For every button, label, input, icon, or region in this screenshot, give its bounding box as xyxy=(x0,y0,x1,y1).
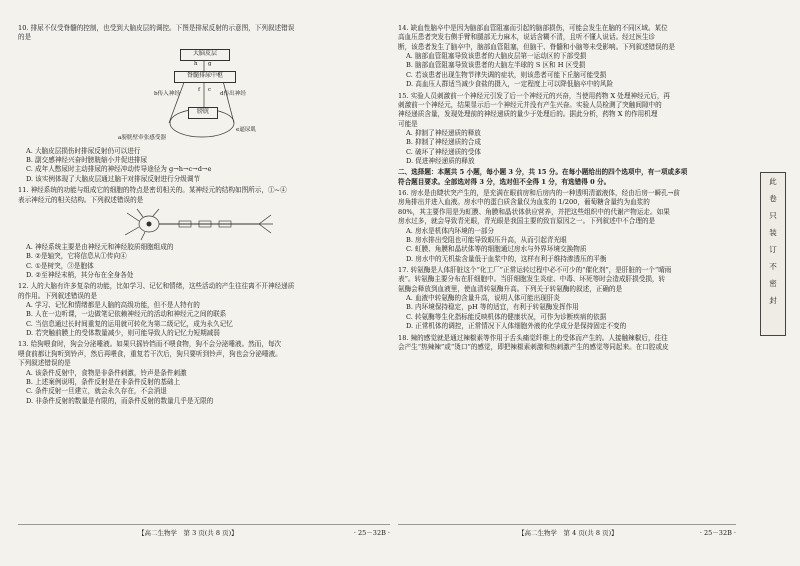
q15-option-d: D. 促进神经递质的释放 xyxy=(406,157,475,166)
q17-stem: 17. 转氨酶是人体肝脏这个“化工厂”正常运转过程中必不可少的“催化剂”，是肝脏的一个“晴雨 xyxy=(398,265,672,274)
section-2-line-1: 二、选择题：本题共 5 小题，每小题 3 分，共 15 分。在每小题给出的四个选项中，有一项或多项 xyxy=(398,168,688,177)
question-13 xyxy=(18,340,390,406)
q18-stem-2: 会产生“热辣辣”或“烫口”的感觉，即把辣椒素刺激和热刺激产生的感觉等同起来。在口腔或皮 xyxy=(398,342,669,351)
q11-option-d: D. ②至神经末梢，其分布在全身各处 xyxy=(26,270,134,279)
q10-option-b: B. 副交感神经兴奋时膀胱缩小并促进排尿 xyxy=(26,156,148,165)
q12-stem-2: 的作用。下列叙述错误的是 xyxy=(18,291,98,300)
q15-option-a: A. 抑制了神经递质的释放 xyxy=(406,128,481,137)
q11-option-c: C. ①是树突，③是胞体 xyxy=(26,261,94,270)
q14-option-b: B. 脑部血管阻塞导致该患者的大脑左半球的 S 区和 H 区受损 xyxy=(406,61,586,70)
q16-stem: 16. 房水是由睫状突产生的，是充满在眼前房和后房内的一种透明清澈液体，经由后房一瞬孔→前 xyxy=(398,189,680,198)
question-18 xyxy=(398,334,736,353)
q16-option-c: C. 虹膜、角膜和晶状体等的细胞通过房水与外界环境交换物质 xyxy=(406,245,587,254)
q13-option-a: A. 该条件反射中，食物是非条件刺激，铃声是条件刺激 xyxy=(26,368,187,377)
q14-option-c: C. 若该患者出现生物节律失调的症状，则该患者可能下丘脑可能受损 xyxy=(406,70,607,79)
q17-stem-3: 氨酶会释放到血液里，使血清转氨酶升高。下列关于转氨酶的叙述，正确的是 xyxy=(398,284,623,293)
question-14 xyxy=(398,24,736,90)
q14-stem: 14. 缺血性脑卒中是因为脑部血管阻塞而引起的脑部损伤，可能会发生在脑的不同区域。某位 xyxy=(398,24,668,32)
q14-stem-3: 断，该患者发生了脑卒中，脑部血管阻塞，但脑干、脊髓和小脑等未受影响。下列叙述错误的是 xyxy=(398,42,675,51)
section-2-line-2: 符合题目要求。全部选对得 3 分，选对但不全得 1 分，有选错得 0 分。 xyxy=(398,177,611,186)
side-char: 订 xyxy=(769,245,777,254)
left-page-number: 【高二生物学 第 3 页(共 8 页)】 xyxy=(138,529,238,537)
q14-option-d: D. 高血压人群适当减少食盐的摄入，一定程度上可以降低脑卒中的风险 xyxy=(406,80,614,89)
q16-option-b: B. 房水排出受阻也可能导致眼压升高，从而引起青光眼 xyxy=(406,235,567,244)
q17-stem-2: 表”。转氨酶主要分布在肝细胞中。当肝细胞发生炎症、中毒、坏死等时会造成肝损受损，转 xyxy=(398,275,666,284)
q16-stem-4: 房水过多，就会导致青光眼，青光眼是我国主要的致盲原因之一。下列叙述中不合理的是 xyxy=(398,217,656,226)
left-column xyxy=(18,24,390,408)
q15-stem-2: 刺激前一个神经元，结果显示后一个神经元并没有产生兴奋。实验人员检测了突触间隙中的 xyxy=(398,100,662,109)
q16-stem-3: 80%，其主要作用是为虹膜、角膜和晶状体供应营养，并把这些组织中的代谢产物运走。如果 xyxy=(398,207,670,216)
q17-option-a: A. 血液中转氨酶的含量升高，说明人体可能出现肝炎 xyxy=(406,294,561,303)
right-paper-code: · 25－32B · xyxy=(699,529,736,537)
micturition-reflex-diagram xyxy=(118,45,284,145)
question-17 xyxy=(398,266,736,332)
left-footer xyxy=(18,524,390,542)
q12-stem: 12. 人的大脑有许多复杂的功能，比如学习、记忆和情绪，这些活动的产生往往离不开神经递质 xyxy=(18,282,295,291)
q16-option-d: D. 房水中的无机盐含量低于血浆中的，这样有利于维持渗透压的平衡 xyxy=(406,254,607,263)
binding-margin-notice xyxy=(760,172,786,336)
q15-stem-4: 可能是 xyxy=(398,119,418,128)
q11-stem-2: 表示神经元的相关结构。下列叙述错误的是 xyxy=(18,195,144,204)
question-12 xyxy=(18,282,390,338)
label-h: h xyxy=(194,60,198,67)
q12-option-c: C. 当信息通过长时间重复的运用就可转化为第二级记忆，成为永久记忆 xyxy=(26,319,233,328)
right-footer xyxy=(398,524,736,542)
neuron-drawing xyxy=(119,207,289,241)
question-16 xyxy=(398,189,736,264)
label-g: g xyxy=(208,60,212,67)
q13-stem-3: 下列叙述错误的是 xyxy=(18,359,71,368)
label-detrusor: e逼尿肌 xyxy=(236,126,257,133)
side-char: 不 xyxy=(769,262,777,271)
right-column xyxy=(398,24,736,354)
q13-option-c: C. 条件反射一旦建立，就会永久存在，不会消退 xyxy=(26,387,167,396)
q15-option-b: B. 抑制了神经递质的合成 xyxy=(406,138,481,147)
q16-stem-2: 房角排出并进入血液。房水中的蛋白质含量仅为血浆的 1/200，葡萄糖含量约为血浆的 xyxy=(398,198,650,207)
q10-option-a: A. 大脑皮层损伤时排尿反射仍可以进行 xyxy=(26,146,141,155)
q10-stem: 10. 排尿不仅受脊髓的控制，也受到大脑皮层的调控。下图是排尿反射的示意图，下列叙述错误 xyxy=(18,24,295,32)
bladder-box: 膀胱 xyxy=(188,107,218,119)
q17-option-b: B. 内环境保持稳定，pH 等的适宜，有利于转氨酶发挥作用 xyxy=(406,303,579,312)
question-11 xyxy=(18,186,390,280)
question-15 xyxy=(398,92,736,167)
question-10 xyxy=(18,24,390,184)
label-afferent: b传入神经 xyxy=(154,90,180,97)
q17-option-c: C. 转氨酶等生化指标能反映机体的健康状况，可作为诊断疾病的依据 xyxy=(406,312,607,321)
q14-option-a: A. 脑部血管阻塞导致该患者的大脑皮层第一运动区的下部受损 xyxy=(406,52,587,61)
side-char: 只 xyxy=(769,211,777,220)
q11-option-a: A. 神经系统主要是由神经元和神经胶质细胞组成的 xyxy=(26,242,174,251)
cortex-box: 大脑皮层 xyxy=(180,49,230,61)
side-char: 此 xyxy=(769,177,777,186)
q13-option-d: D. 非条件反射的数量是有限的，而条件反射的数量几乎是无限的 xyxy=(26,396,214,405)
q12-option-b: B. 人在一边听课，一边做笔记依赖神经元的活动和神经元之间的联系 xyxy=(26,310,227,319)
side-char: 密 xyxy=(769,279,777,288)
neuron-diagram xyxy=(119,207,289,241)
q13-stem: 13. 给狗喂食时，狗会分泌唾液。如果只摇铃铛而不喂食物，狗不会分泌唾液。然而，每次 xyxy=(18,340,282,349)
q14-stem-2: 高血压患者突发右侧手臂和腿部无力麻木，说话含糊不清，且听不懂人说话。经过医生诊 xyxy=(398,33,656,42)
section-2-heading xyxy=(398,168,736,187)
q13-option-b: B. 上述案例说明，条件反射是在非条件反射的基础上 xyxy=(26,377,181,386)
q12-option-a: A. 学习、记忆和情绪都是人脑的高级功能，但不是人特有的 xyxy=(26,301,200,310)
q16-option-a: A. 房水是机体内环境的一部分 xyxy=(406,226,495,235)
q18-stem: 18. 辣的感觉就是通过辣椒素等作用于舌头痛觉纤维上的受体而产生的。人接触辣椒后，往往 xyxy=(398,333,668,342)
q17-option-d: D. 正常机体的调控，正常情况下人体细胞外液的化学成分是保持固定不变的 xyxy=(406,322,627,331)
label-efferent: d传出神经 xyxy=(220,90,246,97)
q11-stem: 11. 神经系统的功能与组成它的细胞的特点是密切相关的。某神经元的结构如图所示，①~④ xyxy=(18,186,287,195)
q10-option-d: D. 该实例体现了大脑皮层通过脑干对排尿反射进行分级调节 xyxy=(26,174,201,183)
side-char: 装 xyxy=(769,228,777,237)
label-f: f xyxy=(198,86,201,93)
q15-stem-3: 神经递质含量，发现处理前的神经递质的量少于处理后的。据此分析，药物 X 的作用机理 xyxy=(398,110,658,119)
right-page-number: 【高二生物学 第 4 页(共 8 页)】 xyxy=(518,529,618,537)
side-char: 卷 xyxy=(769,194,777,203)
q15-option-c: C. 破坏了神经递质的受体 xyxy=(406,147,481,156)
side-char: 封 xyxy=(769,296,777,305)
q11-option-b: B. ②是轴突，它将信息从①传向④ xyxy=(26,252,127,261)
q10-option-c: C. 成年人憋尿时主动排尿的神经冲动传导途径为 g→h→c→d→e xyxy=(26,165,212,174)
label-c: c xyxy=(208,86,212,93)
q10-stem-2: 的是 xyxy=(18,33,32,42)
left-paper-code: · 25－32B · xyxy=(353,529,390,537)
q12-option-d: D. 若突触前膜上的受体数量减少，则可能导致人的记忆力短期减弱 xyxy=(26,329,220,338)
spinal-center-box: 脊髓排尿中枢 xyxy=(174,71,236,83)
q15-stem: 15. 实验人员刺激前一个神经元引发了后一个神经元的兴奋，当使用药物 X 处理神经元后，再 xyxy=(398,91,671,100)
q13-stem-2: 喂食前都让狗听到铃声，然后再喂食，重复若干次后，狗只要听到铃声，狗也会分泌唾液。 xyxy=(18,349,282,358)
label-receptor: a膀胱壁牵张感受器 xyxy=(118,134,167,141)
